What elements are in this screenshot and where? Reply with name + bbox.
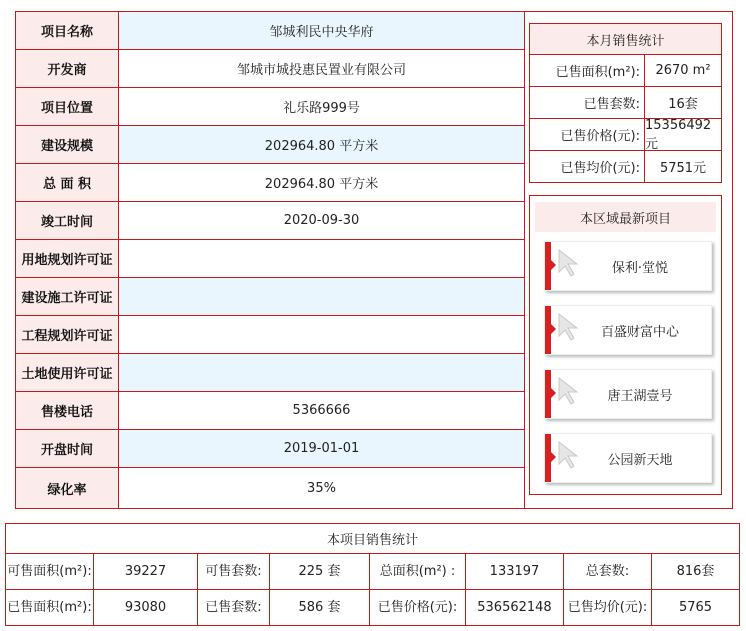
sold-units-label: 已售套数: (198, 590, 270, 625)
monthly-sold-price (530, 119, 721, 151)
area-projects-title: 本区域最新项目 (535, 202, 716, 232)
monthly-sold-area-label: 已售面积(m²): (530, 55, 645, 86)
avg-price-label: 已售均价(元): (564, 590, 652, 625)
monthly-sold-units (530, 87, 721, 119)
row-green-rate (16, 468, 524, 508)
available-area-label: 可售面积(m²): (6, 554, 94, 589)
row-opening-date (16, 430, 524, 468)
monthly-sold-price-label: 已售价格(元): (530, 119, 645, 150)
project-stats-title: 本项目销售统计 (6, 524, 739, 554)
monthly-sold-area (530, 55, 721, 87)
monthly-sold-price-value: 15356492元 (645, 117, 712, 152)
total-area-label: 总面积(m²) : (370, 554, 466, 589)
label-green-rate: 绿化率 (16, 468, 119, 508)
row-build-scale (16, 126, 524, 164)
available-units-label: 可售套数: (198, 554, 270, 589)
row-engineering-permit (16, 316, 524, 354)
value-location: 礼乐路999号 (283, 101, 360, 116)
value-land-use-permit (119, 354, 524, 391)
project-link-4[interactable] (544, 433, 712, 483)
label-sales-phone: 售楼电话 (16, 392, 119, 429)
monthly-avg-price-label: 已售均价(元): (530, 151, 645, 182)
value-construction-permit (119, 278, 524, 315)
row-sales-phone (16, 392, 524, 430)
monthly-sold-units-value: 16套 (668, 97, 698, 112)
value-project-name: 邹城利民中央华府 (119, 12, 524, 49)
label-land-use-permit: 土地使用许可证 (16, 354, 119, 391)
row-location (16, 88, 524, 126)
label-opening-date: 开盘时间 (16, 430, 119, 467)
row-construction-permit (16, 278, 524, 316)
project-link-name[interactable]: 唐王湖壹号 (607, 388, 673, 404)
value-sales-phone: 5366666 (292, 403, 351, 418)
project-link-name[interactable]: 保利·堂悦 (611, 260, 669, 276)
project-link-1[interactable] (544, 241, 712, 291)
monthly-sold-units-label: 已售套数: (530, 87, 645, 118)
monthly-sold-area-value: 2670 m² (655, 63, 711, 78)
avg-price-value: 5765 (678, 599, 713, 615)
available-units-value: 225 套 (270, 554, 370, 589)
value-developer: 邹城市城投惠民置业有限公司 (236, 63, 406, 78)
value-completion-date: 2020-09-30 (283, 213, 360, 228)
row-land-use-permit (16, 354, 524, 392)
value-engineering-permit (119, 316, 524, 353)
available-area-value: 39227 (94, 554, 198, 589)
label-engineering-permit: 工程规划许可证 (16, 316, 119, 353)
project-info-table (15, 11, 525, 509)
total-area-value: 133197 (466, 554, 564, 589)
total-units-value: 816套 (676, 563, 715, 579)
project-link-2[interactable] (544, 305, 712, 355)
project-link-name[interactable]: 百盛财富中心 (600, 324, 679, 340)
value-green-rate: 35% (307, 480, 336, 496)
sold-stats-row (6, 590, 739, 625)
monthly-avg-price (530, 151, 721, 182)
sold-area-value: 93080 (94, 590, 198, 625)
label-project-name: 项目名称 (16, 12, 119, 49)
value-build-scale: 202964.80 平方米 (119, 126, 524, 163)
sold-units-value: 586 套 (270, 590, 370, 625)
label-land-plan-permit: 用地规划许可证 (16, 240, 119, 277)
label-developer: 开发商 (16, 50, 119, 87)
label-construction-permit: 建设施工许可证 (16, 278, 119, 315)
monthly-avg-price-value: 5751元 (659, 161, 707, 176)
available-stats-row (6, 554, 739, 590)
value-opening-date: 2019-01-01 (119, 430, 524, 467)
sold-price-label: 已售价格(元): (370, 590, 466, 625)
row-total-area (16, 164, 524, 202)
label-location: 项目位置 (16, 88, 119, 125)
monthly-sales-stats (529, 23, 722, 183)
area-latest-projects (529, 195, 722, 495)
project-sales-stats (5, 523, 740, 626)
sold-area-label: 已售面积(m²): (6, 590, 94, 625)
value-total-area: 202964.80 平方米 (264, 177, 379, 192)
monthly-stats-title: 本月销售统计 (530, 24, 721, 55)
row-completion-date (16, 202, 524, 240)
row-land-plan-permit (16, 240, 524, 278)
row-developer (16, 50, 524, 88)
label-completion-date: 竣工时间 (16, 202, 119, 239)
project-link-3[interactable] (544, 369, 712, 419)
label-total-area: 总 面 积 (16, 164, 119, 201)
row-project-name (16, 12, 524, 50)
project-link-name[interactable]: 公园新天地 (607, 452, 673, 468)
total-units-label: 总套数: (564, 554, 652, 589)
label-build-scale: 建设规模 (16, 126, 119, 163)
sold-price-value: 536562148 (466, 590, 564, 625)
sidebar (524, 11, 733, 509)
value-land-plan-permit (119, 240, 524, 277)
